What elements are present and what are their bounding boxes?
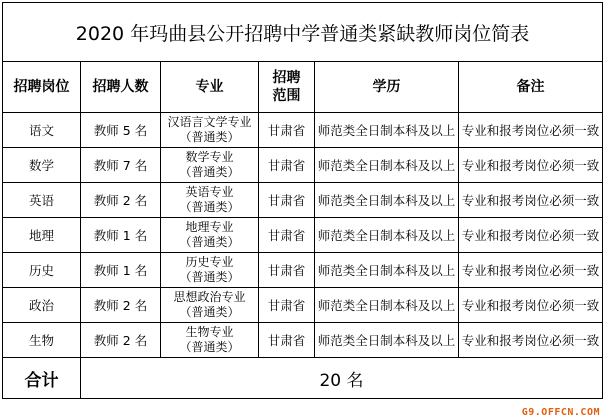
cell-count: 教师 2 名 [81,323,161,358]
cell-count: 教师 1 名 [81,253,161,288]
header-scope [259,62,315,113]
cell-major-line2: （普通类） [179,200,240,214]
cell-major-line2: （普通类） [179,130,240,144]
header-row [3,62,603,113]
cell-major-line1: 思想政治专业 [173,290,246,304]
table-row [3,323,603,358]
recruitment-table [2,2,603,399]
cell-scope: 甘肃省 [259,148,315,183]
cell-count: 教师 5 名 [81,113,161,148]
cell-scope: 甘肃省 [259,218,315,253]
cell-major [161,113,259,148]
table-row [3,253,603,288]
cell-education: 师范类全日制本科及以上 [315,288,459,323]
header-major: 专业 [161,62,259,113]
cell-education: 师范类全日制本科及以上 [315,183,459,218]
cell-major [161,183,259,218]
cell-count: 教师 7 名 [81,148,161,183]
cell-remarks: 专业和报考岗位必须一致 [459,253,603,288]
cell-count: 教师 2 名 [81,288,161,323]
table-row [3,183,603,218]
cell-education: 师范类全日制本科及以上 [315,323,459,358]
header-scope-line2: 范围 [272,88,301,104]
cell-major-line2: （普通类） [179,305,240,319]
cell-position: 地理 [3,218,81,253]
cell-major-line1: 英语专业 [185,185,234,199]
cell-major [161,253,259,288]
title-row [3,3,603,62]
cell-major [161,323,259,358]
cell-major [161,288,259,323]
header-position: 招聘岗位 [3,62,81,113]
cell-scope: 甘肃省 [259,323,315,358]
total-value: 20 名 [81,358,603,399]
cell-scope: 甘肃省 [259,253,315,288]
total-row [3,358,603,399]
cell-major-line1: 生物专业 [185,325,234,339]
table-row [3,113,603,148]
site-watermark: G9.OFFCN.COM [521,407,600,418]
header-education: 学历 [315,62,459,113]
table-row [3,288,603,323]
cell-position: 历史 [3,253,81,288]
cell-major-line2: （普通类） [179,165,240,179]
cell-major-line2: （普通类） [179,340,240,354]
cell-scope: 甘肃省 [259,183,315,218]
cell-major-line2: （普通类） [179,270,240,284]
cell-remarks: 专业和报考岗位必须一致 [459,323,603,358]
table-title: 2020 年玛曲县公开招聘中学普通类紧缺教师岗位简表 [3,3,603,62]
cell-major [161,148,259,183]
cell-remarks: 专业和报考岗位必须一致 [459,218,603,253]
cell-education: 师范类全日制本科及以上 [315,218,459,253]
cell-remarks: 专业和报考岗位必须一致 [459,183,603,218]
cell-position: 生物 [3,323,81,358]
cell-position: 数学 [3,148,81,183]
cell-position: 语文 [3,113,81,148]
cell-position: 政治 [3,288,81,323]
cell-major [161,218,259,253]
cell-education: 师范类全日制本科及以上 [315,148,459,183]
cell-remarks: 专业和报考岗位必须一致 [459,113,603,148]
cell-scope: 甘肃省 [259,113,315,148]
cell-position: 英语 [3,183,81,218]
cell-remarks: 专业和报考岗位必须一致 [459,148,603,183]
header-scope-line1: 招聘 [272,70,301,86]
cell-education: 师范类全日制本科及以上 [315,253,459,288]
recruitment-table-container [2,2,602,416]
header-count: 招聘人数 [81,62,161,113]
cell-major-line1: 历史专业 [185,255,234,269]
table-row [3,218,603,253]
cell-major-line1: 汉语言文学专业 [167,115,252,129]
cell-major-line1: 数学专业 [185,150,234,164]
cell-count: 教师 2 名 [81,183,161,218]
cell-major-line2: （普通类） [179,235,240,249]
cell-remarks: 专业和报考岗位必须一致 [459,288,603,323]
cell-scope: 甘肃省 [259,288,315,323]
table-row [3,148,603,183]
cell-education: 师范类全日制本科及以上 [315,113,459,148]
cell-major-line1: 地理专业 [185,220,234,234]
table-body [3,113,603,358]
header-remarks: 备注 [459,62,603,113]
total-label: 合计 [3,358,81,399]
cell-count: 教师 1 名 [81,218,161,253]
